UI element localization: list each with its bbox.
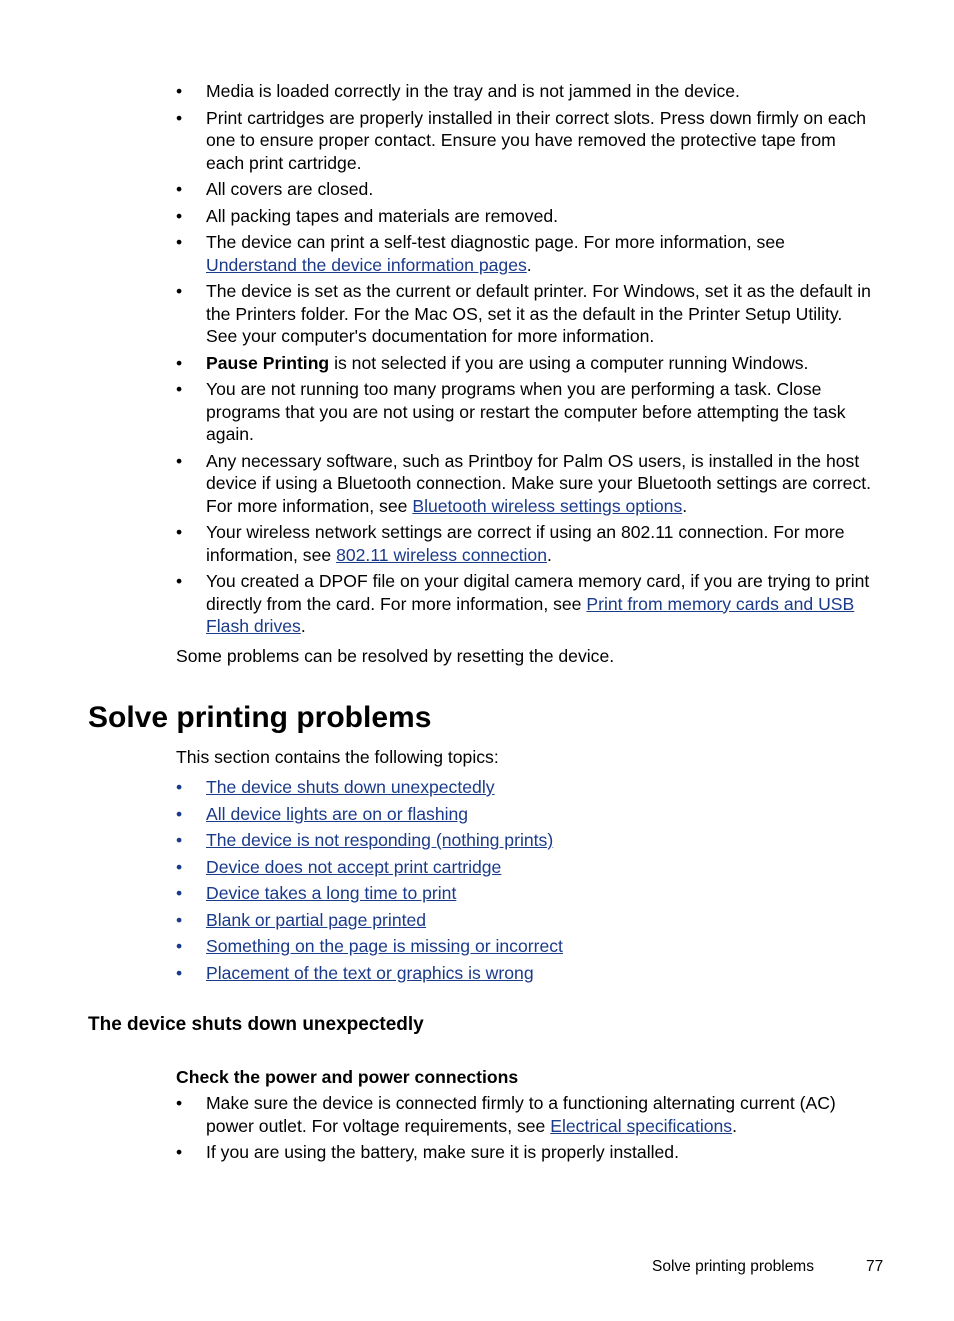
subsection-title: The device shuts down unexpectedly — [88, 1014, 424, 1035]
list-item: • Your wireless network settings are correct if using an 802.11 connection. For more information, see 802.11 wireless connection. — [176, 521, 876, 566]
list-item — [176, 829, 876, 852]
link-device-info-pages[interactable]: Understand the device information pages — [206, 254, 527, 275]
list-item: • Any necessary software, such as Printboy for Palm OS users, is installed in the host device if using a Bluetooth connection. Make sure your Bluetooth settings are correct. For more information, see Bluetooth wireless settings options. — [176, 450, 876, 518]
list-item: • Pause Printing is not selected if you are using a computer running Windows. — [176, 352, 876, 375]
list-item: • The device is set as the current or default printer. For Windows, set it as the default in the Printers folder. For the Mac OS, set it as the default in the Printer Setup Utility. See your computer's documentation for more information. — [176, 280, 876, 348]
list-item: • All packing tapes and materials are removed. — [176, 205, 876, 228]
topic-link-placement[interactable]: Placement of the text or graphics is wrong — [206, 962, 534, 983]
list-item: • You are not running too many programs when you are performing a task. Close programs that you are not using or restart the computer before attempting the task again. — [176, 378, 876, 446]
list-item — [176, 962, 876, 985]
list-item: • If you are using the battery, make sure it is properly installed. — [176, 1141, 876, 1164]
check-list — [176, 1092, 876, 1168]
list-item: • You created a DPOF file on your digital camera memory card, if you are trying to print directly from the card. For more information, see Print from memory cards and USB Flash drives. — [176, 570, 876, 638]
link-bluetooth-settings[interactable]: Bluetooth wireless settings options — [412, 495, 683, 516]
list-item — [176, 856, 876, 879]
pause-printing-label: Pause Printing — [206, 352, 330, 373]
list-item: • Make sure the device is connected firmly to a functioning alternating current (AC) power outlet. For voltage requirements, see Electrical specifications. — [176, 1092, 876, 1137]
list-item: • All covers are closed. — [176, 178, 876, 201]
list-item: • The device can print a self-test diagnostic page. For more information, see Understand the device information pages. — [176, 231, 876, 276]
list-item — [176, 803, 876, 826]
topic-link-long-time[interactable]: Device takes a long time to print — [206, 883, 457, 903]
list-item — [176, 882, 876, 905]
section-intro: This section contains the following topics: — [176, 747, 499, 767]
list-item — [176, 776, 876, 799]
list-item: • Media is loaded correctly in the tray and is not jammed in the device. — [176, 80, 876, 103]
check-title: Check the power and power connections — [176, 1067, 519, 1087]
topics-list — [176, 776, 876, 988]
topic-link-lights-flashing[interactable]: All device lights are on or flashing — [206, 803, 469, 824]
link-wireless-connection[interactable]: 802.11 wireless connection — [336, 544, 548, 565]
list-item — [176, 935, 876, 958]
section-title: Solve printing problems — [88, 701, 432, 734]
topic-link-shuts-down[interactable]: The device shuts down unexpectedly — [206, 777, 495, 797]
topic-link-not-responding[interactable]: The device is not responding (nothing prints) — [206, 830, 554, 850]
list-item: • Print cartridges are properly installed in their correct slots. Press down firmly on each one to ensure proper contact. Ensure you have removed the protective tape from each print cartridge. — [176, 107, 876, 175]
topic-link-blank-page[interactable]: Blank or partial page printed — [206, 909, 427, 930]
requirements-list — [176, 80, 876, 642]
page-number: 77 — [866, 1258, 884, 1275]
reset-note: Some problems can be resolved by resetting the device. — [176, 646, 615, 666]
footer-section: Solve printing problems — [652, 1258, 814, 1275]
link-memory-cards[interactable]: Print from memory cards and USB Flash drives — [206, 593, 855, 636]
list-item — [176, 909, 876, 932]
topic-link-cartridge[interactable]: Device does not accept print cartridge — [206, 856, 502, 877]
link-electrical-specs[interactable]: Electrical specifications — [550, 1115, 733, 1136]
topic-link-missing[interactable]: Something on the page is missing or incorrect — [206, 936, 563, 956]
